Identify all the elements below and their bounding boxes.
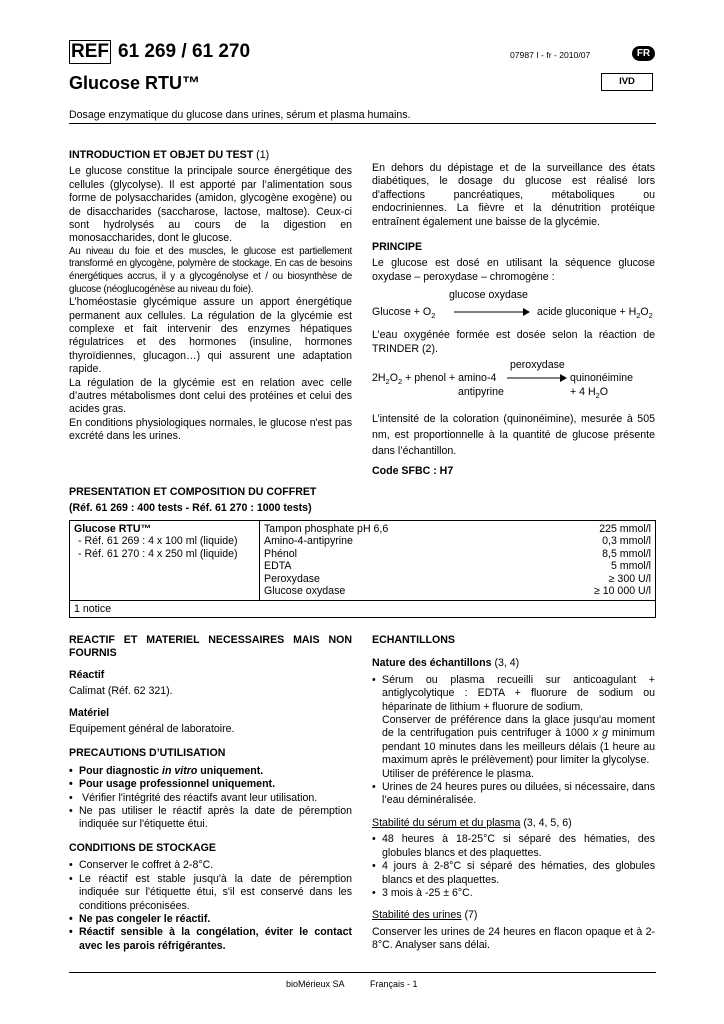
- stockage-list: [69, 859, 352, 953]
- list-item: • Ne pas utiliser le réactif après la date de péremption indiquée sur l'étiquette étui.: [69, 805, 352, 832]
- components-cell: [260, 520, 656, 600]
- component-row: EDTA 5 mmol/l: [264, 560, 651, 573]
- notice-cell: 1 notice: [70, 600, 656, 618]
- materiel-subheading: Matériel: [69, 706, 110, 719]
- language-badge: FR: [632, 46, 655, 61]
- component-row: Amino-4-antipyrine 0,3 mmol/l: [264, 535, 651, 548]
- product-cell: [70, 520, 260, 600]
- reaction-2-product-1: quinonéimine: [570, 372, 634, 385]
- reaction-2-product-2: + 4 $H_2O$: [570, 386, 609, 401]
- intro-paragraph-1: Le glucose constitue la principale source énergétique des cellules (glycolyse). Il est apporté par l’alimentation sous forme de polysaccharides (amidon, glycogène exogène) ou de disaccharides (saccharose, lactose, maltose). Ceux-ci sont hydrolysés au cours de la digestion en monosaccharides, dont le glucose.: [69, 165, 352, 245]
- presentation-section: [69, 486, 656, 618]
- intro-paragraph-5: En conditions physiologiques normales, le glucose n'est pas excrété dans les urines.: [69, 416, 352, 443]
- document-title: Glucose RTU™: [69, 73, 201, 93]
- reaction-2: [372, 359, 655, 403]
- reaction-1-reactants: $Glucose + O_2$: [372, 306, 436, 321]
- intro-paragraph-3: L’homéostasie glycémique assure un apport énergétique permanent aux cellules. La régulation de la glycémie est complexe et fait intervenir des enzymes hépatiques régulatrices et des hormones (insuline, hormones thyroïdiennes, glucagon…) qui assurent une adaptation rapide.: [69, 296, 352, 376]
- stabilite-serum-list: [372, 833, 655, 900]
- list-item: • Vérifier l'intégrité des réactifs avant leur utilisation.: [69, 792, 352, 805]
- reaction-1-enzyme: glucose oxydase: [449, 289, 528, 302]
- intro-paragraph-2: Au niveau du foie et des muscles, le glucose est partiellement transformé en glycogène, polymère de stockage. En cas de besoins énergétiques accrus, il y a glycogénolyse et / ou biosynthèse de glucose (néoglucogénèse au niveau du foie).: [69, 245, 352, 295]
- reaction-2-reactants: $2H_2O_2$ + phenol + amino-4: [372, 372, 497, 387]
- list-item: • Pour usage professionnel uniquement.: [69, 778, 352, 791]
- list-item: • Conserver le coffret à 2-8°C.: [69, 859, 352, 872]
- reactif-heading: REACTIF ET MATERIEL NECESSAIRES MAIS NON FOURNIS: [69, 634, 352, 660]
- principe-paragraph-3: L’intensité de la coloration (quinonéimine), mesurée à 505 nm, est proportionnelle à la quantité de glucose présente dans l’échantillon.: [372, 413, 655, 458]
- stockage-heading: CONDITIONS DE STOCKAGE: [69, 841, 216, 854]
- list-item: • 4 jours à 2-8°C si séparé des hématies, des globules blancs et des plaquettes.: [372, 860, 655, 887]
- intro-section: [69, 149, 352, 444]
- reaction-1-products: acide gluconique + $H_2O_2$: [537, 306, 653, 321]
- header-rule: [69, 123, 656, 124]
- product-ref-2: - Réf. 61 270 : 4 x 250 ml (liquide): [78, 547, 238, 560]
- doc-code: 07987 I - fr - 2010/07: [510, 50, 591, 60]
- document-subtitle: Dosage enzymatique du glucose dans urines, sérum et plasma humains.: [69, 109, 411, 121]
- ref-box: [69, 40, 111, 64]
- list-item: • 48 heures à 18-25°C si séparé des hématies, des globules blancs et des plaquettes.: [372, 833, 655, 860]
- product-name: Glucose RTU™: [74, 522, 152, 535]
- ref-numbers: 61 269 / 61 270: [118, 41, 251, 62]
- intro-heading: INTRODUCTION ET OBJET DU TEST (1): [69, 149, 270, 161]
- composition-table: [69, 520, 656, 619]
- component-row: Tampon phosphate pH 6,6 225 mmol/l: [264, 522, 651, 535]
- product-ref-1: - Réf. 61 269 : 4 x 100 ml (liquide): [78, 535, 238, 548]
- intro-paragraph-6: En dehors du dépistage et de la surveillance des états diabétiques, le dosage du glucose est réalisé lors d'affections pancréatiques, métaboliques ou endocriniennes. La fièvre et la dénutrition protéique entraînent également une baisse de la glycémie.: [372, 162, 655, 228]
- presentation-heading: PRESENTATION ET COMPOSITION DU COFFRET: [69, 486, 317, 498]
- list-item: • Le réactif est stable jusqu'à la date de péremption indiquée sur l'étiquette étui, s'il est conservé dans les conditions préconisées.: [69, 873, 352, 913]
- component-row: Peroxydase ≥ 300 U/l: [264, 572, 651, 585]
- reaction-2-enzyme: peroxydase: [510, 359, 565, 372]
- list-item: • 3 mois à -25 ± 6°C.: [372, 887, 655, 900]
- table-row: [70, 600, 656, 618]
- intro-paragraph-4: La régulation de la glycémie est en relation avec celle d’autres métabolismes dont celui des protéines et celui des acides gras.: [69, 376, 352, 416]
- precautions-heading: PRECAUTIONS D’UTILISATION: [69, 747, 226, 760]
- arrow-1: [454, 306, 530, 322]
- reactif-subheading: Réactif: [69, 668, 105, 681]
- code-sfbc: Code SFBC : H7: [372, 465, 454, 478]
- principe-paragraph-2: L’eau oxygénée formée est dosée selon la réaction de TRINDER (2).: [372, 329, 655, 355]
- footer-page: Français - 1: [370, 979, 418, 989]
- precautions-list: [69, 765, 352, 832]
- reactif-text: Calimat (Réf. 62 321).: [69, 685, 173, 698]
- table-row: [70, 520, 656, 600]
- reaction-1: [372, 289, 655, 327]
- echantillons-section: [372, 634, 655, 953]
- presentation-subheading: (Réf. 61 269 : 400 tests - Réf. 61 270 : 1000 tests): [69, 502, 312, 515]
- list-item: • Pour diagnostic in vitro uniquement.: [69, 765, 352, 778]
- reactif-section: [69, 634, 352, 953]
- intro-continued: [372, 162, 655, 229]
- list-item: • Urines de 24 heures pures ou diluées, si nécessaire, dans l’eau déminéralisée.: [372, 781, 655, 808]
- materiel-text: Equipement général de laboratoire.: [69, 723, 235, 736]
- ivd-box: IVD: [601, 73, 653, 91]
- ref-label: REF: [71, 41, 109, 62]
- list-item: • Réactif sensible à la congélation, éviter le contact avec les parois réfrigérantes.: [69, 926, 352, 953]
- list-item: • Sérum ou plasma recueilli sur anticoagulant + antiglycolytique : EDTA + fluorure de sodium ou héparinate de lithium + fluorure de sodium. Conserver de préférence dans la glace jusqu'au moment de la centrifugation puis centrifuger à 1000 x g minimum pendant 10 minutes dans les meilleurs délais (1 heure au maximum après le prélèvement) pour limiter la glycolyse. Utiliser de préférence le plasma.: [372, 674, 655, 781]
- component-row: Phénol 8,5 mmol/l: [264, 547, 651, 560]
- nature-heading: Nature des échantillons (3, 4): [372, 657, 520, 670]
- stabilite-serum-heading: Stabilité du sérum et du plasma (3, 4, 5, 6): [372, 816, 572, 829]
- urines-text: Conserver les urines de 24 heures en flacon opaque et à 2-8°C. Analyser sans délai.: [372, 925, 655, 952]
- arrow-2: [507, 372, 567, 388]
- stabilite-urines-heading: Stabilité des urines (7): [372, 909, 478, 922]
- nature-list: [372, 674, 655, 808]
- echantillons-heading: ECHANTILLONS: [372, 634, 455, 646]
- reaction-2-reactants-2: antipyrine: [458, 386, 504, 399]
- principe-section: [372, 241, 655, 478]
- list-item: • Ne pas congeler le réactif.: [69, 913, 352, 926]
- footer-company: bioMérieux SA: [286, 979, 345, 989]
- component-row: Glucose oxydase ≥ 10 000 U/l: [264, 585, 651, 598]
- footer-rule: [69, 972, 656, 973]
- principe-heading: PRINCIPE: [372, 241, 423, 253]
- principe-paragraph-1: Le glucose est dosé en utilisant la séquence glucose oxydase – peroxydase – chromogène :: [372, 257, 655, 283]
